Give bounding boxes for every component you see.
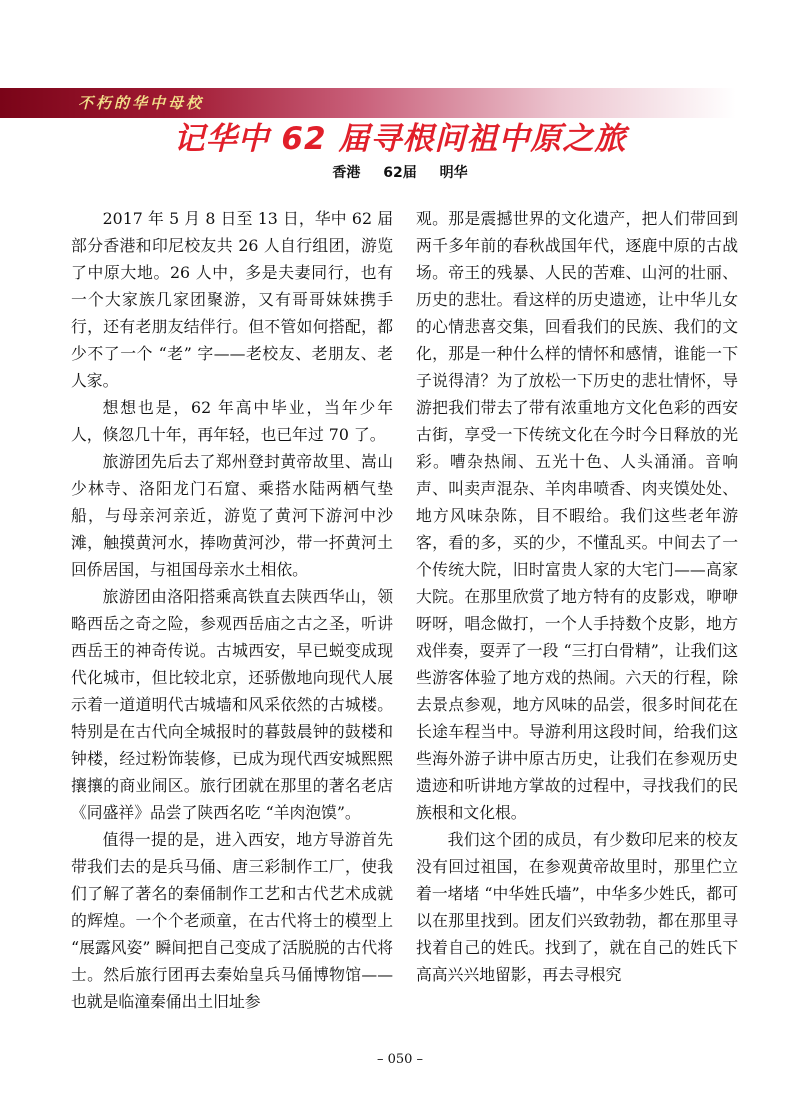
paragraph: 2017 年 5 月 8 日至 13 日，华中 62 届部分香港和印尼校友共 26 人自行组团，游览了中原大地。26 人中，多是夫妻同行，也有一个大家族几家团聚游，又有哥哥妹妹携手行，还有老朋友结伴行。但不管如何搭配，都少不了一个 “老” 字——老校友、老朋友、老人家。 [71,209,393,390]
page-number: – 050 – [376,1052,424,1067]
paragraph-continuation: 观。那是震撼世界的文化遗产，把人们带回到两千多年前的春秋战国年代，逐鹿中原的古战场。帝王的残暴、人民的苦难、山河的壮丽、历史的悲壮。看这样的历史遗迹，让中华儿女的心情悲喜交集，回看我们的民族、我们的文化，那是一种什么样的情怀和感情，谁能一下子说得清？为了放松一下历史的悲壮情怀，导游把我们带去了带有浓重地方文化色彩的西安古街，享受一下传统文化在今时今日释放的光彩。嘈杂热闹、五光十色、人头涌涌。音响声、叫卖声混杂、羊肉串喷香、肉夹馍处处、地方风味杂陈，目不暇给。我们这些老年游客，看的多，买的少，不懂乱买。中间去了一个传统大院，旧时富贵人家的大宅门——高家大院。在那里欣赏了地方特有的皮影戏，咿咿呀呀，唱念做打，一个人手持数个皮影，地方戏伴奏，耍弄了一段 “三打白骨精”，让我们这些游客体验了地方戏的热闹。六天的行程，除去景点参观，地方风味的品尝，很多时间花在长途车程当中。导游利用这段时间，给我们这些海外游子讲中原古历史，让我们在参观历史遗迹和听讲地方掌故的过程中，寻找我们的民族根和文化根。 [416,209,738,822]
byline-class-year: 62届 [383,165,417,181]
paragraph: 旅游团由洛阳搭乘高铁直去陕西华山，领略西岳之奇之险，参观西岳庙之古之圣，听讲西岳王的神奇传说。古城西安，早已蜕变成现代化城市，但比较北京，还骄傲地向现代人展示着一道道明代古城墙和风采依然的古城楼。特别是在古代向全城报时的暮鼓晨钟的鼓楼和钟楼，经过粉饰装修，已成为现代西安城熙熙攘攘的商业闹区。旅行团就在那里的著名老店《同盛祥》品尝了陕西名吃 “羊肉泡馍”。 [71,587,393,822]
left-column [71,205,393,1015]
paragraph: 想想也是，62 年高中毕业，当年少年人，倏忽几十年，再年轻，也已年过 70 了。 [71,398,393,444]
section-name: 不朽的华中母校 [78,94,205,112]
paragraph: 值得一提的是，进入西安，地方导游首先带我们去的是兵马俑、唐三彩制作工厂，使我们了解了著名的秦俑制作工艺和古代艺术成就的辉煌。一个个老顽童，在古代将士的模型上 “展露风姿” 瞬间把自己变成了活脱脱的古代将士。然后旅行团再去秦始皇兵马俑博物馆——也就是临潼秦俑出土旧址参 [71,830,393,1011]
byline-author: 明华 [439,165,468,181]
byline-location: 香港 [332,165,361,181]
byline [0,163,800,183]
right-column [416,205,738,988]
paragraph: 我们这个团的成员，有少数印尼来的校友没有回过祖国，在参观黄帝故里时，那里伫立着一堵堵 “中华姓氏墙”，中华多少姓氏，都可以在那里找到。团友们兴致勃勃，都在那里寻找着自己的姓氏。找到了，就在自己的姓氏下高高兴兴地留影，再去寻根究 [416,830,738,984]
paragraph: 旅游团先后去了郑州登封黄帝故里、嵩山少林寺、洛阳龙门石窟、乘搭水陆两栖气垫船，与母亲河亲近，游览了黄河下游河中沙滩，触摸黄河水，捧吻黄河沙，带一抔黄河土回侨居国，与祖国母亲水土相依。 [71,452,393,579]
article-title: 记华中 62 届寻根问祖中原之旅 [173,121,627,157]
